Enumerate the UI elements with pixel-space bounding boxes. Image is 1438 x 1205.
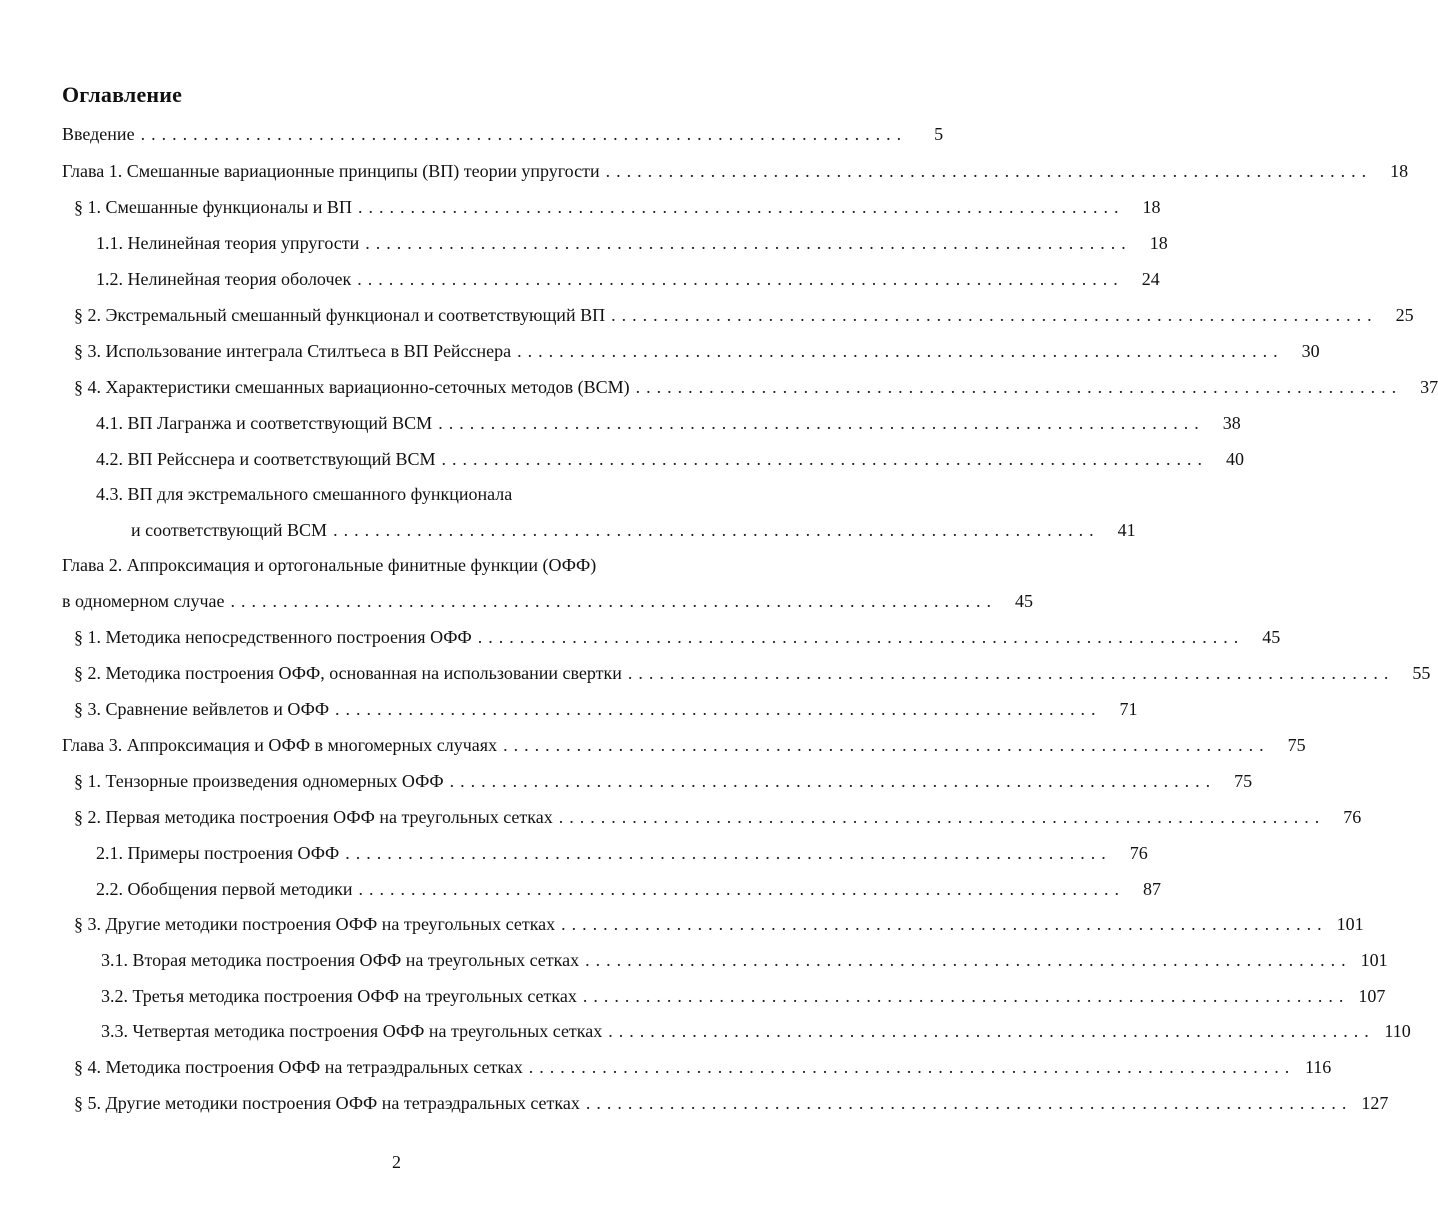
toc-entry-page: 75 — [1287, 735, 1306, 755]
toc-entry-title: 4.3. ВП для экстремального смешанного функционала — [96, 484, 513, 504]
dot-leader: ......................................................................... — [517, 341, 1284, 361]
toc-entry-title: § 3. Другие методики построения ОФФ на треугольных сетках — [74, 914, 556, 934]
dot-leader: ......................................................................... — [365, 233, 1132, 253]
dot-leader: ......................................................................... — [438, 413, 1205, 433]
toc-entry — [101, 948, 1388, 972]
toc-entry — [74, 195, 1161, 219]
dot-leader: ......................................................................... — [528, 1057, 1296, 1077]
toc-entry-title: 4.2. ВП Рейсснера и соответствующий ВСМ — [96, 449, 436, 469]
dot-leader: ......................................................................... — [582, 986, 1350, 1006]
toc-entry — [101, 984, 1386, 1008]
toc-entry — [131, 518, 1136, 542]
dot-leader: ......................................................................... — [335, 699, 1102, 719]
dot-leader: ......................................................................... — [477, 627, 1245, 647]
toc-entry — [74, 339, 1320, 363]
toc-entry-page: 75 — [1234, 771, 1253, 791]
toc-entry-title: 3.3. Четвертая методика построения ОФФ на треугольных сетках — [101, 1021, 603, 1041]
dot-leader: ......................................................................... — [345, 843, 1112, 863]
toc-entry — [74, 769, 1253, 793]
toc-entry-page: 41 — [1117, 520, 1136, 540]
toc-entry-title: в одномерном случае — [62, 591, 225, 611]
toc-entry-page: 101 — [1360, 950, 1388, 970]
toc-entry-title: § 1. Смешанные функционалы и ВП — [74, 197, 352, 217]
toc-entry-title: § 2. Первая методика построения ОФФ на треугольных сетках — [74, 807, 553, 827]
toc-entry-title: 4.1. ВП Лагранжа и соответствующий ВСМ — [96, 413, 433, 433]
toc-entry-title: 2.1. Примеры построения ОФФ — [96, 843, 340, 863]
dot-leader: ......................................................................... — [558, 807, 1326, 827]
toc-entry — [62, 733, 1306, 757]
toc-entry-title: § 4. Методика построения ОФФ на тетраэдральных сетках — [74, 1057, 523, 1077]
toc-entry — [74, 661, 1431, 685]
toc-entry-page: 18 — [1390, 161, 1409, 181]
toc-entry-title: Глава 1. Смешанные вариационные принципы (ВП) теории упругости — [62, 161, 600, 181]
toc-entry-title: § 3. Сравнение вейвлетов и ОФФ — [74, 699, 330, 719]
toc-entry-title: 1.1. Нелинейная теория упругости — [96, 233, 360, 253]
toc-entry — [74, 625, 1281, 649]
dot-leader: ......................................................................... — [611, 305, 1378, 325]
toc-entry — [96, 411, 1241, 435]
toc-entry-page: 45 — [1262, 627, 1281, 647]
toc-entry-page: 25 — [1395, 305, 1414, 325]
toc-entry-page: 101 — [1336, 914, 1364, 934]
toc-entry-page: 24 — [1141, 269, 1160, 289]
toc-entry-page: 45 — [1015, 591, 1033, 611]
dot-leader: ......................................................................... — [357, 197, 1125, 217]
toc-entry — [74, 912, 1364, 936]
dot-leader: ......................................................................... — [441, 449, 1209, 469]
toc-entry — [96, 267, 1160, 291]
toc-entry-title: § 4. Характеристики смешанных вариационно-сеточных методов (ВСМ) — [74, 377, 630, 397]
toc-entry-title: Введение — [62, 124, 135, 144]
toc-entry-title: § 3. Использование интеграла Стилтьеса в ВП Рейсснера — [74, 341, 512, 361]
toc-entry-title: § 2. Методика построения ОФФ, основанная на использовании свертки — [74, 663, 622, 683]
dot-leader: ......................................................................... — [608, 1021, 1375, 1041]
toc-entry-page: 37 — [1420, 377, 1438, 397]
toc-entry-title: 3.2. Третья методика построения ОФФ на треугольных сетках — [101, 986, 577, 1006]
toc-entry-page: 5 — [934, 124, 944, 144]
toc-entry-page: 71 — [1119, 699, 1138, 719]
toc-entry-page: 87 — [1143, 879, 1161, 899]
dot-leader: ......................................................................... — [585, 1093, 1353, 1113]
toc-entry-title: § 5. Другие методики построения ОФФ на тетраэдральных сетках — [74, 1093, 580, 1113]
dot-leader: ......................................................................... — [503, 735, 1270, 755]
toc-entry-page: 18 — [1149, 233, 1168, 253]
toc-entry-page: 116 — [1304, 1057, 1332, 1077]
toc-entry-title: § 1. Методика непосредственного построения ОФФ — [74, 627, 472, 647]
toc-entry — [74, 805, 1362, 829]
dot-leader: ......................................................................... — [585, 950, 1352, 970]
toc-entry — [62, 589, 1033, 613]
toc-entry-page: 110 — [1384, 1021, 1411, 1041]
toc-entry — [74, 1055, 1332, 1079]
toc-entry-page: 55 — [1412, 663, 1431, 683]
toc-entry-page: 40 — [1226, 449, 1245, 469]
toc-entry-page: 38 — [1222, 413, 1241, 433]
page-number: 2 — [392, 1152, 401, 1172]
toc-entry — [62, 159, 1409, 183]
toc-entry-title: § 1. Тензорные произведения одномерных ОФФ — [74, 771, 444, 791]
toc-entry — [96, 841, 1148, 865]
toc-entry-page: 18 — [1142, 197, 1161, 217]
toc-entry — [62, 553, 758, 577]
dot-leader: ......................................................................... — [333, 520, 1100, 540]
dot-leader: ......................................................................... — [635, 377, 1403, 397]
dot-leader: ......................................................................... — [605, 161, 1373, 181]
toc-entry-page: 107 — [1358, 986, 1386, 1006]
toc-entry — [62, 122, 944, 146]
toc-entry — [74, 375, 1438, 399]
toc-entry-title: 3.1. Вторая методика построения ОФФ на треугольных сетках — [101, 950, 580, 970]
dot-leader: ......................................................................... — [357, 269, 1124, 289]
dot-leader: ......................................................................... — [358, 879, 1125, 899]
toc-entry — [74, 1091, 1389, 1115]
toc-entry-title: § 2. Экстремальный смешанный функционал и соответствующий ВП — [74, 305, 606, 325]
toc-entry — [101, 1019, 1411, 1043]
toc-entry — [96, 482, 758, 506]
toc-entry-title: 2.2. Обобщения первой методики — [96, 879, 353, 899]
toc-entry — [96, 231, 1168, 255]
dot-leader: ......................................................................... — [561, 914, 1328, 934]
dot-leader: ......................................................................... — [449, 771, 1217, 791]
toc-entry-page: 76 — [1129, 843, 1148, 863]
toc-entry-page: 127 — [1361, 1093, 1389, 1113]
toc-entry — [96, 447, 1245, 471]
dot-leader: ......................................................................... — [627, 663, 1395, 683]
toc-entry-title: Глава 2. Аппроксимация и ортогональные финитные функции (ОФФ) — [62, 555, 597, 575]
page-title: Оглавление — [62, 82, 183, 107]
toc-entry — [74, 303, 1414, 327]
toc-entry-title: и соответствующий ВСМ — [131, 520, 328, 540]
toc-entry-page: 30 — [1301, 341, 1320, 361]
dot-leader: ......................................................................... — [140, 124, 908, 144]
toc-entry — [96, 877, 1161, 901]
toc-entry — [74, 697, 1138, 721]
toc-entry-title: Глава 3. Аппроксимация и ОФФ в многомерных случаях — [62, 735, 498, 755]
dot-leader: ......................................................................... — [230, 591, 997, 611]
toc-entry-page: 76 — [1343, 807, 1362, 827]
toc-entry-title: 1.2. Нелинейная теория оболочек — [96, 269, 352, 289]
